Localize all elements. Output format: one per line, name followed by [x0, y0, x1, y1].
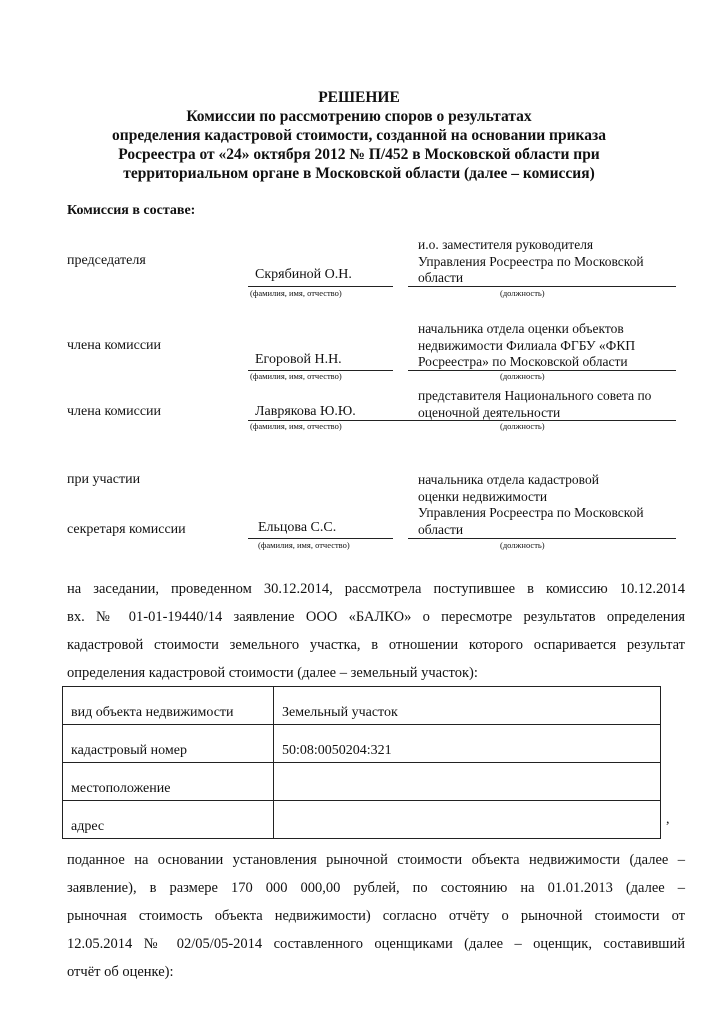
paragraph-line: вх. № 01-01-19440/14 заявление ООО «БАЛКО» о пересмотре результатов определения: [67, 609, 685, 625]
position-line: начальника отдела оценки объектов: [418, 321, 624, 336]
name-hint: (фамилия, имя, отчество): [258, 540, 350, 550]
paragraph-line: отчёт об оценке):: [67, 964, 174, 980]
table-label-cell: вид объекта недвижимости: [63, 687, 274, 725]
paragraph-line: 12.05.2014 № 02/05/05-2014 составленного оценщиками (далее – оценщик, составивший: [67, 936, 685, 952]
table-value-cell: 50:08:0050204:321: [274, 725, 661, 763]
position-line: оценки недвижимости: [418, 488, 548, 504]
participation-position: [418, 472, 599, 505]
secretary-position: [418, 505, 644, 538]
table-label-cell: кадастровый номер: [63, 725, 274, 763]
position-line: оценочной деятельности: [418, 404, 561, 420]
position-underline: [408, 538, 676, 539]
table-row: [63, 801, 661, 839]
position-underline: [408, 286, 676, 287]
paragraph-line: заявление), в размере 170 000 000,00 рублей, по состоянию на 01.01.2013 (далее –: [67, 880, 685, 896]
position-line: Росреестра» по Московской области: [418, 354, 628, 369]
name-hint: (фамилия, имя, отчество): [250, 421, 342, 431]
meeting-paragraph: [67, 575, 685, 687]
position-hint: (должность): [500, 288, 545, 298]
paragraph-line: на заседании, проведенном 30.12.2014, рассмотрела поступившее в комиссию 10.12.2014: [67, 581, 685, 597]
position-line: и.о. заместителя руководителя: [418, 237, 594, 252]
table-value-cell: Земельный участок: [274, 687, 661, 725]
member-name: Скрябиной О.Н.: [255, 267, 352, 282]
position-hint: (должность): [500, 371, 545, 381]
position-line: начальника отдела кадастровой: [418, 472, 599, 487]
secretary-name: Ельцова С.С.: [258, 520, 337, 535]
table-trailing-comma: ,: [666, 812, 670, 827]
name-underline: [248, 286, 393, 287]
member-position: [418, 388, 651, 421]
title-line: Комиссии по рассмотрению споров о результатах: [186, 108, 532, 125]
position-hint: (должность): [500, 540, 545, 550]
member-role: члена комиссии: [67, 338, 162, 353]
member-name: Егоровой Н.Н.: [255, 352, 342, 367]
paragraph-line: поданное на основании установления рыночной стоимости объекта недвижимости (далее –: [67, 852, 685, 868]
table-label-cell: местоположение: [63, 763, 274, 801]
table-row: [63, 687, 661, 725]
position-line: области: [418, 521, 464, 537]
position-hint: (должность): [500, 421, 545, 431]
property-table: [62, 686, 661, 839]
title-line: определения кадастровой стоимости, созданной на основании приказа: [112, 127, 606, 144]
table-row: [63, 725, 661, 763]
member-role: члена комиссии: [67, 404, 162, 419]
table-value-cell: [274, 763, 661, 801]
application-paragraph: [67, 846, 685, 986]
table-label-cell: адрес: [63, 801, 274, 839]
position-line: представителя Национального совета по: [418, 388, 652, 403]
table-value-cell: [274, 801, 661, 839]
paragraph-line: определения кадастровой стоимости (далее – земельный участок):: [67, 665, 478, 681]
member-role: председателя: [67, 253, 146, 268]
paragraph-line: рыночная стоимость объекта недвижимости) согласно отчёту о рыночной стоимости от: [67, 908, 685, 924]
name-hint: (фамилия, имя, отчество): [250, 371, 342, 381]
participation-label: при участии: [67, 472, 141, 487]
title-line: РЕШЕНИЕ: [318, 89, 400, 106]
name-underline: [248, 538, 393, 539]
position-line: Управления Росреестра по Московской: [418, 505, 644, 520]
position-line: Управления Росреестра по Московской: [418, 253, 644, 269]
table-row: [63, 763, 661, 801]
title-line: территориальном органе в Московской области (далее – комиссия): [123, 165, 595, 182]
member-position: [418, 321, 635, 371]
secretary-role: секретаря комиссии: [67, 522, 186, 537]
paragraph-line: кадастровой стоимости земельного участка, в отношении которого оспаривается результат: [67, 637, 685, 653]
composition-heading: Комиссия в составе:: [67, 203, 196, 218]
member-position: [418, 237, 644, 287]
position-line: области: [418, 270, 464, 285]
document-title: [0, 88, 718, 183]
title-line: Росреестра от «24» октября 2012 № П/452 в Московской области при: [118, 146, 600, 163]
member-name: Лаврякова Ю.Ю.: [255, 404, 356, 419]
position-line: недвижимости Филиала ФГБУ «ФКП: [418, 337, 636, 353]
name-hint: (фамилия, имя, отчество): [250, 288, 342, 298]
